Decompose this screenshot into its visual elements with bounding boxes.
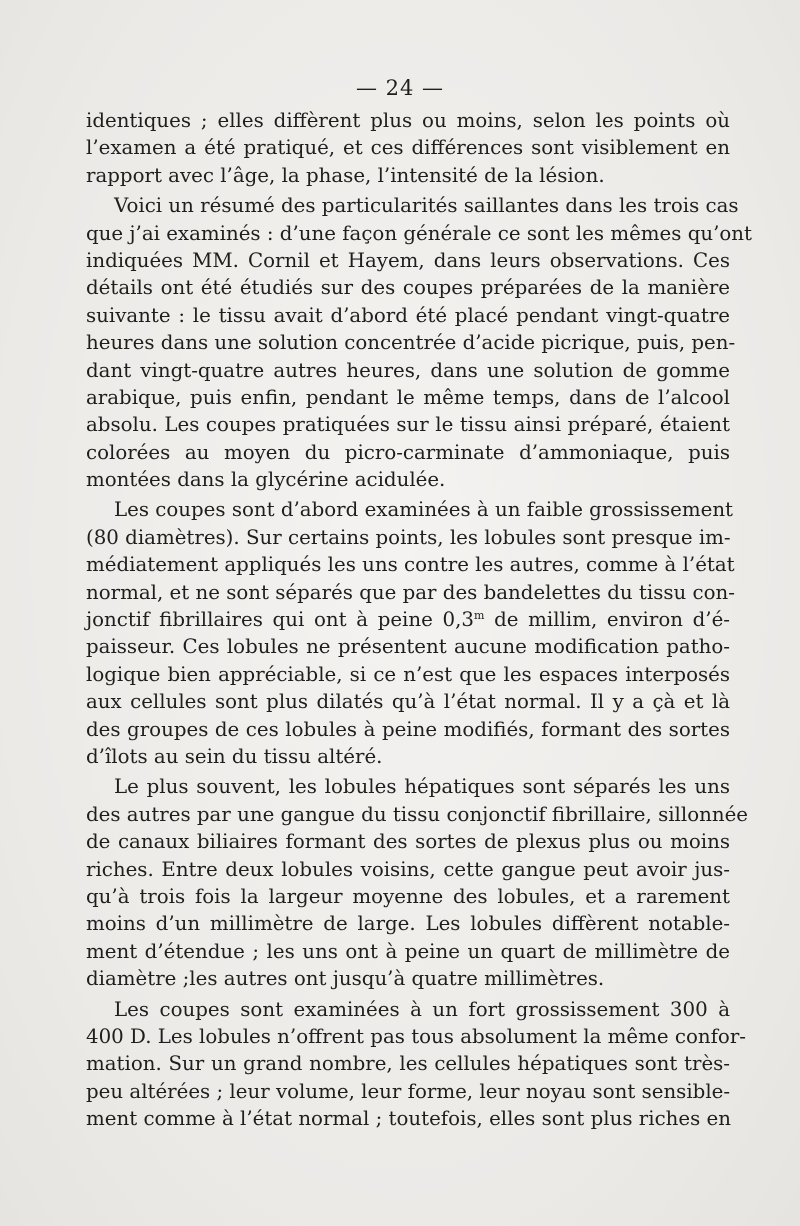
page-number: — 24 — (355, 76, 445, 100)
text-line: aux cellules sont plus dilatés qu’à l’état normal. Il y a çà et là (86, 690, 730, 714)
text-line: Le plus souvent, les lobules hépatiques sont séparés les uns (114, 775, 730, 799)
paragraph-4 (86, 773, 749, 992)
text-line: suivante : le tissu avait d’abord été placé pendant vingt-quatre (86, 303, 730, 327)
paragraph-1 (86, 107, 730, 189)
text-line: arabique, puis enfin, pendant le même temps, dans de l’alcool (86, 385, 730, 409)
text-line: identiques ; elles diffèrent plus ou moins, selon les points où (86, 109, 730, 132)
superscript: m (473, 609, 485, 623)
body-text (86, 107, 752, 1132)
text-line: diamètre ;les autres ont jusqu’à quatre millimètres. (86, 967, 605, 991)
text-line: des groupes de ces lobules à peine modifiés, formant des sortes (86, 717, 730, 741)
paragraph-2 (86, 192, 752, 493)
text-line: Les coupes sont d’abord examinées à un faible grossissement (114, 498, 734, 522)
text-line: dant vingt-quatre autres heures, dans une solution de gomme (86, 358, 730, 382)
text-segment: de millim, environ d’é- (484, 608, 730, 632)
text-line: (80 diamètres). Sur certains points, les lobules sont presque im- (86, 525, 731, 549)
text-line: de canaux biliaires formant des sortes de plexus plus ou moins (86, 830, 730, 854)
text-segment: jonctif fibrillaires qui ont à peine 0,3 (86, 608, 474, 632)
text-line: logique bien appréciable, si ce n’est que les espaces interposés (86, 662, 730, 686)
text-line: que j’ai examinés : d’une façon générale ce sont les mêmes qu’ont (86, 221, 752, 245)
text-line: qu’à trois fois la largeur moyenne des lobules, et a rarement (86, 884, 730, 908)
text-line: l’examen a été pratiqué, et ces différences sont visiblement en (86, 136, 730, 160)
text-line: rapport avec l’âge, la phase, l’intensité de la lésion. (86, 163, 605, 187)
text-line: normal, et ne sont séparés que par des bandelettes du tissu con- (86, 580, 735, 604)
text-line: moins d’un millimètre de large. Les lobules diffèrent notable- (86, 912, 730, 936)
text-line: d’îlots au sein du tissu altéré. (86, 744, 383, 768)
text-line: 400 D. Les lobules n’offrent pas tous absolument la même confor- (86, 1024, 746, 1048)
text-line: riches. Entre deux lobules voisins, cette gangue peut avoir jus- (86, 857, 730, 881)
text-line: colorées au moyen du picro-carminate d’ammoniaque, puis (86, 440, 730, 464)
paragraph-5 (86, 996, 746, 1133)
text-line: mation. Sur un grand nombre, les cellules hépatiques sont très- (86, 1052, 730, 1076)
paragraph-3 (86, 496, 735, 770)
text-line: absolu. Les coupes pratiquées sur le tissu ainsi préparé, étaient (86, 413, 730, 437)
text-line: détails ont été étudiés sur des coupes préparées de la manière (86, 276, 730, 300)
text-line: indiquées MM. Cornil et Hayem, dans leurs observations. Ces (86, 248, 730, 272)
text-line: ment comme à l’état normal ; toutefois, elles sont plus riches en (86, 1107, 731, 1131)
text-line: peu altérées ; leur volume, leur forme, leur noyau sont sensible- (86, 1079, 731, 1103)
text-line: médiatement appliqués les uns contre les autres, comme à l’état (86, 553, 735, 577)
text-line: montées dans la glycérine acidulée. (86, 468, 446, 492)
text-line: paisseur. Ces lobules ne présentent aucune modification patho- (86, 635, 730, 659)
text-line: ment d’étendue ; les uns ont à peine un quart de millimètre de (86, 939, 730, 963)
text-line-with-superscript (86, 606, 730, 633)
text-line: heures dans une solution concentrée d’acide picrique, puis, pen- (86, 331, 736, 355)
text-line: Voici un résumé des particularités saillantes dans les trois cas (114, 194, 739, 218)
text-line: Les coupes sont examinées à un fort grossissement 300 à (114, 997, 730, 1021)
text-line: des autres par une gangue du tissu conjonctif fibrillaire, sillonnée (86, 802, 749, 826)
